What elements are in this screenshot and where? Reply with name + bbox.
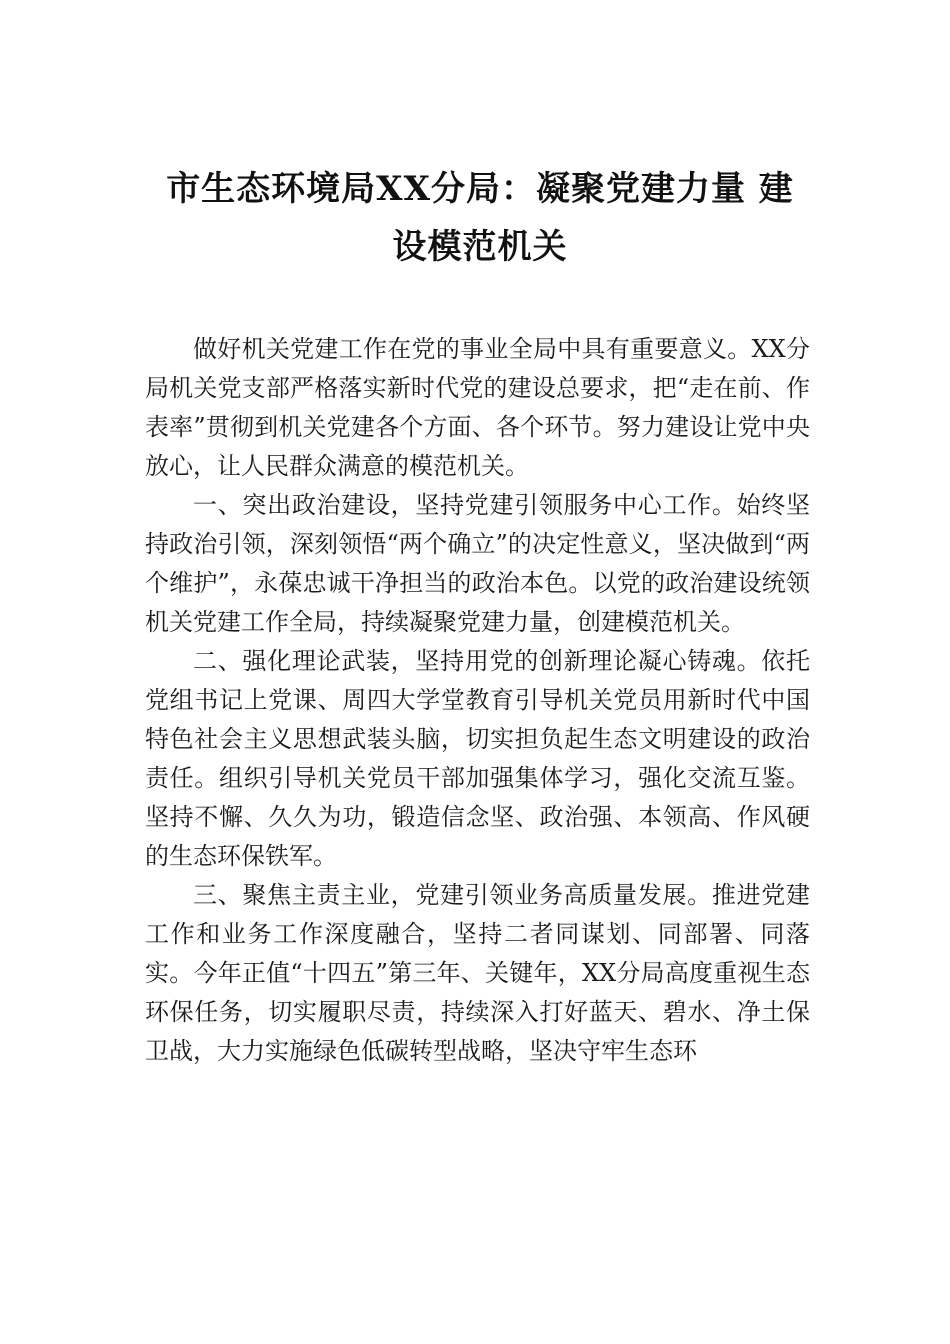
document-title: 市生态环境局XX分局：凝聚党建力量 建设模范机关	[166, 169, 794, 267]
paragraph-political-construction: 一、突出政治建设，坚持党建引领服务中心工作。始终坚持政治引领，深刻领悟“两个确立”的决定性意义，坚决做到“两个维护”，永葆忠诚干净担当的政治本色。以党的政治建设统领机关党建工作全局，持续凝聚党建力量，创建模范机关。	[145, 491, 810, 636]
paragraph-theory-arming: 二、强化理论武装，坚持用党的创新理论凝心铸魂。依托党组书记上党课、周四大学堂教育引导机关党员用新时代中国特色社会主义思想武装头脑，切实担负起生态文明建设的政治责任。组织引导机关党员干部加强集体学习，强化交流互鉴。坚持不懈、久久为功，锻造信念坚、政治强、本领高、作风硬的生态环保铁军。	[145, 647, 810, 870]
document-body	[145, 330, 810, 1071]
paragraph-intro: 做好机关党建工作在党的事业全局中具有重要意义。XX分局机关党支部严格落实新时代党的建设总要求，把“走在前、作表率”贯彻到机关党建各个方面、各个环节。努力建设让党中央放心，让人民群众满意的模范机关。	[145, 335, 810, 480]
paragraph-core-business: 三、聚焦主责主业，党建引领业务高质量发展。推进党建工作和业务工作深度融合，坚持二者同谋划、同部署、同落实。今年正值“十四五”第三年、关键年，XX分局高度重视生态环保任务，切实履职尽责，持续深入打好蓝天、碧水、净土保卫战，大力实施绿色低碳转型战略，坚决守牢生态环	[145, 881, 810, 1065]
